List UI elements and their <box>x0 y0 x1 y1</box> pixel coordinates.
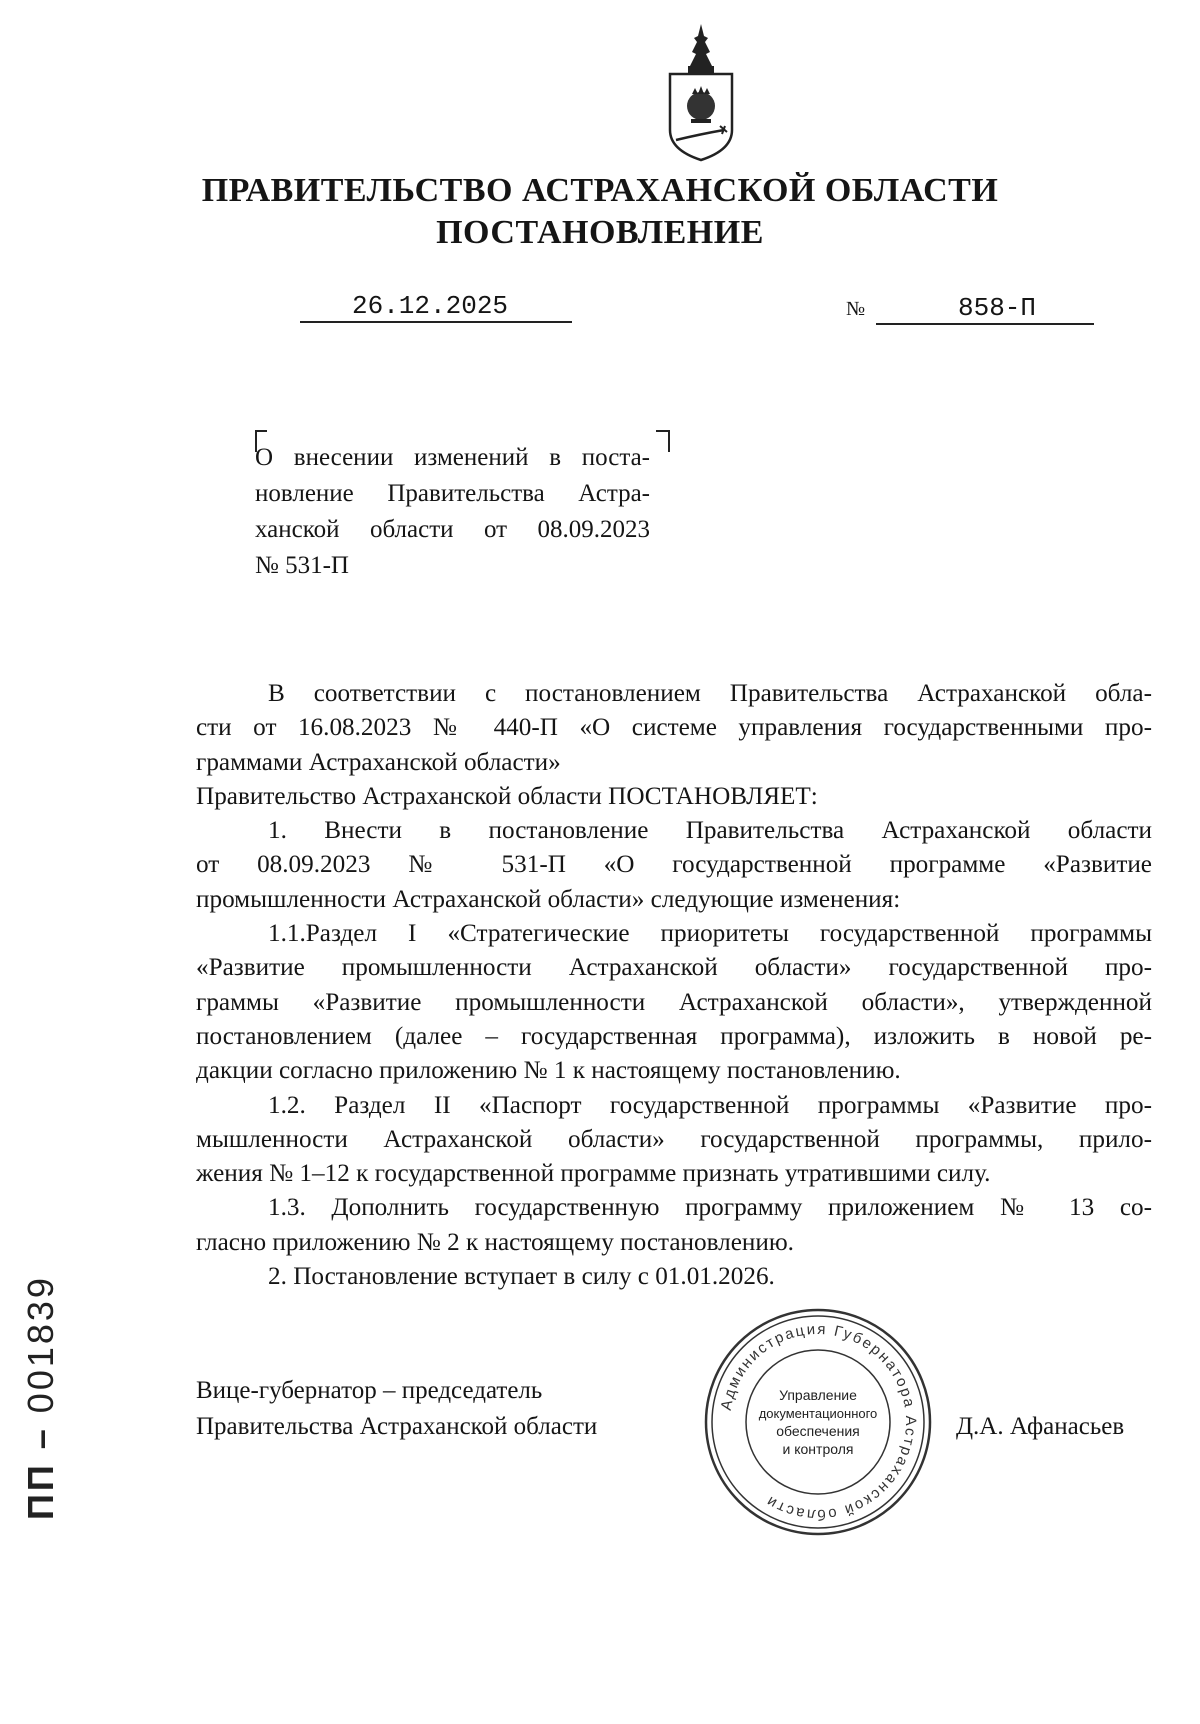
body-line: промышленности Астраханской области» следующие изменения: <box>196 885 901 913</box>
stamp-ring-text: Администрация Губернатора Астраханской области <box>717 1320 920 1524</box>
signer-name: Д.А. Афанасьев <box>956 1413 1125 1440</box>
svg-text:Администрация Губернатора Астр <box>718 1321 919 1523</box>
body-line: сти от 16.08.2023 № 440-П «О системе управления государственными про- <box>196 714 1152 742</box>
body-line: 1.2. Раздел II «Паспорт государственной программы «Развитие про- <box>268 1091 1152 1119</box>
body-line: «Развитие промышленности Астраханской области» государственной про- <box>196 954 1152 982</box>
subject-line: О внесении изменений в поста- <box>255 444 650 471</box>
subject-bracket-right <box>656 430 670 452</box>
body-line: жения № 1–12 к государственной программе признать утратившими силу. <box>196 1160 991 1188</box>
subject-line: № 531-П <box>255 552 349 579</box>
side-code-prefix: ПП – <box>20 1426 61 1520</box>
stamp-center-line: и контроля <box>782 1441 854 1457</box>
subject-line: новление Правительства Астра- <box>255 480 650 507</box>
subject-line: ханской области от 08.09.2023 <box>255 516 650 543</box>
body-line: постановлением (далее – государственная программа), изложить в новой ре- <box>196 1022 1152 1050</box>
number-underline <box>876 322 1094 325</box>
body-line: Правительство Астраханской области ПОСТАНОВЛЯЕТ: <box>196 782 818 810</box>
government-title: ПРАВИТЕЛЬСТВО АСТРАХАНСКОЙ ОБЛАСТИ <box>201 172 999 209</box>
stamp-center-line: Управление <box>779 1387 857 1403</box>
document-body <box>196 677 1152 1294</box>
date-underline <box>300 320 572 323</box>
body-line: 1. Внести в постановление Правительства Астраханской области <box>268 817 1152 845</box>
document-subject <box>255 440 650 584</box>
body-line: дакции согласно приложению № 1 к настоящему постановлению. <box>196 1057 901 1085</box>
stamp-center-line: обеспечения <box>776 1423 860 1439</box>
stamp-center-line: документационного <box>758 1406 878 1421</box>
document-date: 26.12.2025 <box>352 291 509 321</box>
body-line: 1.3. Дополнить государственную программу приложением № 13 со- <box>268 1194 1152 1222</box>
signer-position-line1: Вице-губернатор – председатель <box>196 1377 543 1404</box>
astrakhan-coat-of-arms-icon <box>664 22 738 162</box>
document-number: 858-П <box>958 293 1037 323</box>
body-line: гласно приложению № 2 к настоящему постановлению. <box>196 1228 794 1256</box>
official-stamp <box>702 1306 934 1538</box>
body-line: граммы «Развитие промышленности Астраханской области», утвержденной <box>196 988 1152 1016</box>
body-line: 1.1.Раздел I «Стратегические приоритеты государственной программы <box>268 920 1152 948</box>
body-line: граммами Астраханской области» <box>196 748 561 776</box>
body-line: В соответствии с постановлением Правительства Астраханской обла- <box>268 680 1152 707</box>
number-sign: № <box>846 298 866 320</box>
body-line: от 08.09.2023 № 531-П «О государственной программе «Развитие <box>196 851 1152 879</box>
body-line: 2. Постановление вступает в силу с 01.01.2026. <box>268 1263 775 1291</box>
side-registration-code <box>20 1180 70 1520</box>
side-code-number: 001839 <box>20 1275 61 1414</box>
signer-position-line2: Правительства Астраханской области <box>196 1413 598 1440</box>
document-type-title: ПОСТАНОВЛЕНИЕ <box>436 214 764 251</box>
body-line: мышленности Астраханской области» государственной программы, прило- <box>196 1125 1152 1153</box>
